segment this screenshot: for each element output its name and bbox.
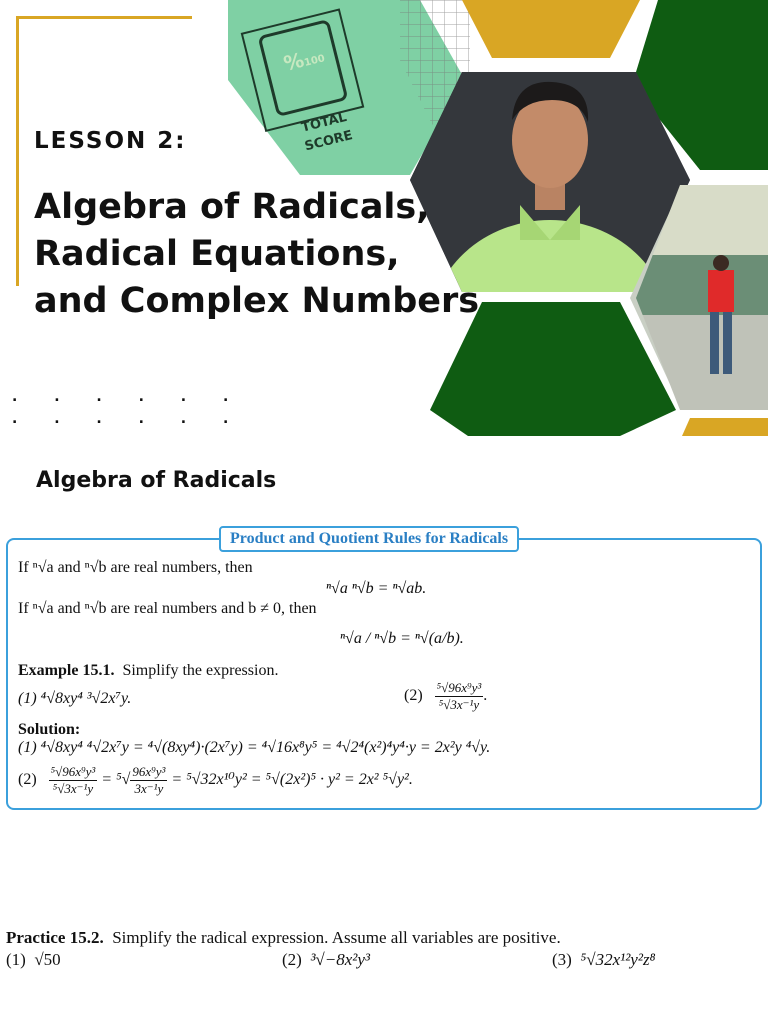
lesson-label: LESSON 2: bbox=[34, 128, 187, 154]
practice-item: (2) ³√−8x²y³ bbox=[282, 950, 371, 969]
example-item-2: (2) $\frac{\text{⁵√96x⁹y³}}{\text{⁵√3x⁻¹y}}$ . bbox=[404, 680, 488, 712]
theorem-box-title: Product and Quotient Rules for Radicals bbox=[219, 526, 519, 552]
title-line: Algebra of Radicals, bbox=[34, 187, 430, 227]
example-item-1: (1) ⁴√8xy⁴ ³√2x⁷y. bbox=[18, 690, 132, 707]
title-line: Radical Equations, bbox=[34, 234, 400, 274]
rule-line-2: If ⁿ√a and ⁿ√b are real numbers and b ≠ 0, then bbox=[18, 600, 317, 617]
score-percent-text: %100 bbox=[281, 47, 327, 76]
solution-label: Solution: bbox=[18, 721, 81, 738]
rule-formula-1: ⁿ√a ⁿ√b = ⁿ√ab. bbox=[326, 580, 427, 597]
gold-hexagon bbox=[682, 418, 768, 436]
section-title: Algebra of Radicals bbox=[36, 468, 277, 493]
practice-item: (1) √50 bbox=[6, 950, 61, 969]
practice-item: (3) ⁵√32x¹²y²z⁸ bbox=[552, 950, 656, 969]
score-caption: TOTAL SCORE bbox=[299, 109, 355, 155]
page-title bbox=[34, 184, 479, 325]
rule-formula-2: ⁿ√a / ⁿ√b = ⁿ√(a/b). bbox=[340, 630, 464, 647]
title-line: and Complex Numbers bbox=[34, 281, 480, 321]
decorative-dots: . . . . . . . . . . . . bbox=[12, 389, 245, 427]
practice-heading: Practice 15.2. Simplify the radical expression. Assume all variables are positive. bbox=[6, 928, 561, 947]
rule-line-1: If ⁿ√a and ⁿ√b are real numbers, then bbox=[18, 559, 253, 576]
solution-line-2: (2) $\frac{\text{⁵√96x⁹y³}}{\text{⁵√3x⁻¹y}}$ = ⁵√ $\frac{\text{96x⁹y³}}{\text{3x⁻¹y}}$ = ⁵√32x¹⁰y² = ⁵√(2x²)⁵ · y² = 2x² ⁵√y². bbox=[18, 764, 413, 796]
gold-hexagon bbox=[462, 0, 640, 58]
example-heading: Example 15.1. Simplify the expression. bbox=[18, 662, 279, 679]
solution-line-1: (1) ⁴√8xy⁴ ⁴√2x⁷y = ⁴√(8xy⁴)·(2x⁷y) = ⁴√16x⁸y⁵ = ⁴√2⁴(x²)⁴y⁴·y = 2x²y ⁴√y. bbox=[18, 739, 491, 756]
